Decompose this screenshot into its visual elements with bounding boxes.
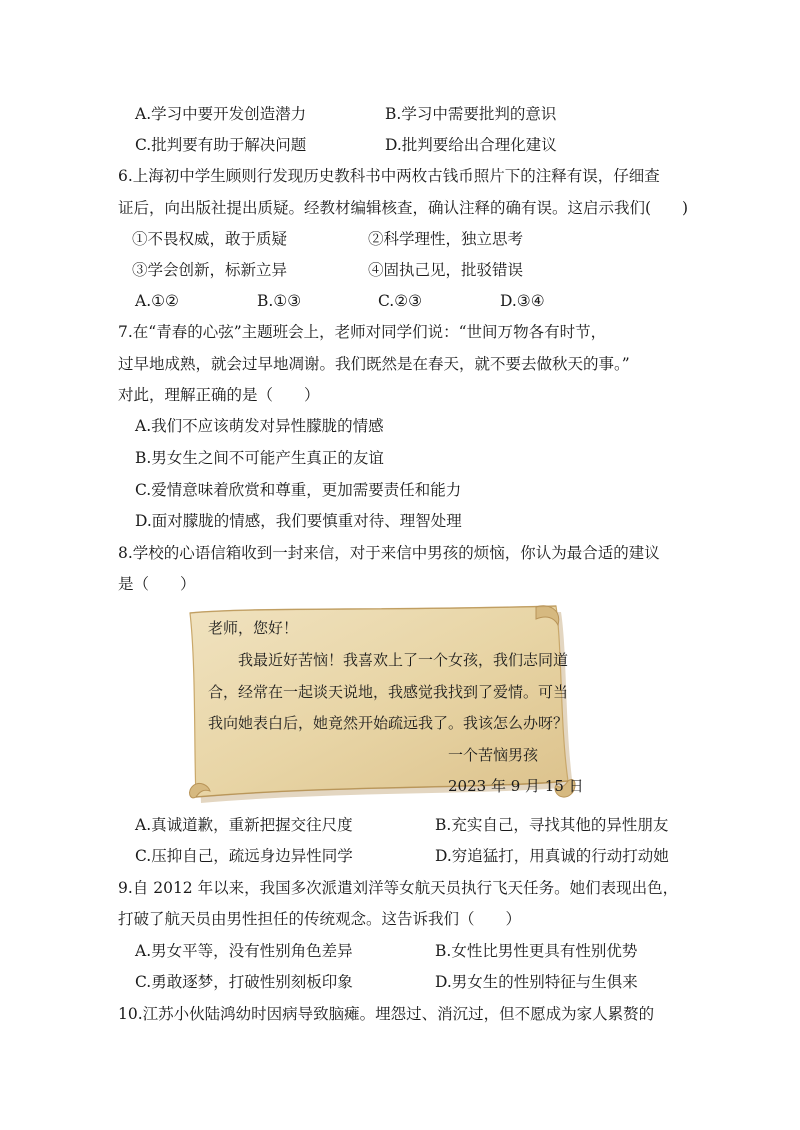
q8-stem-line-1: 8.学校的心语信箱收到一封来信，对于来信中男孩的烦恼，你认为最合适的建议 [118, 544, 660, 562]
letter-body-line-2: 合，经常在一起谈天说地，我感觉我找到了爱情。可当 [208, 683, 569, 701]
q9-option-b: B.女性比男性更具有性别优势 [435, 942, 638, 960]
q8-option-b: B.充实自己，寻找其他的异性朋友 [435, 816, 669, 834]
q10-stem-line-1: 10.江苏小伙陆鸿幼时因病导致脑瘫。埋怨过、消沉过，但不愿成为家人累赘的 [118, 1005, 655, 1023]
q9-option-c: C.勇敢逐梦，打破性别刻板印象 [135, 973, 353, 991]
q7-stem-line-1: 7.在“青春的心弦”主题班会上，老师对同学们说：“世间万物各有时节， [118, 323, 607, 341]
q7-option-d: D.面对朦胧的情感，我们要慎重对待、理智处理 [135, 512, 462, 530]
q8-stem-line-2: 是（ ） [118, 575, 196, 593]
q6-statement-1: ①不畏权威，敢于质疑 [132, 230, 288, 248]
q5-option-a: A.学习中要开发创造潜力 [135, 105, 307, 123]
q9-option-d: D.男女生的性别特征与生俱来 [435, 973, 638, 991]
q8-option-a: A.真诚道歉，重新把握交往尺度 [135, 816, 353, 834]
q5-option-c: C.批判要有助于解决问题 [135, 136, 307, 154]
q6-statement-4: ④固执己见，批驳错误 [368, 261, 524, 279]
q8-option-d: D.穷追猛打，用真诚的行动打动她 [435, 847, 669, 865]
q6-option-c: C.②③ [378, 292, 423, 310]
q9-stem-line-1: 9.自 2012 年以来，我国多次派遣刘洋等女航天员执行飞天任务。她们表现出色， [118, 879, 679, 897]
q8-option-c: C.压抑自己，疏远身边异性同学 [135, 847, 353, 865]
q7-option-b: B.男女生之间不可能产生真正的友谊 [135, 449, 384, 467]
q5-option-d: D.批判要给出合理化建议 [385, 136, 557, 154]
q9-option-a: A.男女平等，没有性别角色差异 [135, 942, 353, 960]
q6-option-d: D.③④ [500, 292, 545, 310]
q6-statement-2: ②科学理性，独立思考 [368, 230, 524, 248]
q6-option-b: B.①③ [257, 292, 302, 310]
q6-option-a: A.①② [135, 292, 179, 310]
q6-statement-3: ③学会创新，标新立异 [132, 261, 288, 279]
q9-stem-line-2: 打破了航天员由男性担任的传统观念。这告诉我们（ ） [118, 910, 522, 928]
letter-body-line-1: 我最近好苦恼！我喜欢上了一个女孩，我们志同道 [238, 651, 569, 669]
letter-body-line-3: 我向她表白后，她竟然开始疏远我了。我该怎么办呀？ [208, 714, 569, 732]
q7-option-c: C.爱情意味着欣赏和尊重，更加需要责任和能力 [135, 481, 462, 499]
q7-option-a: A.我们不应该萌发对异性朦胧的情感 [135, 417, 384, 435]
q7-stem-line-3: 对此，理解正确的是（ ） [118, 386, 320, 404]
q6-stem-line-2: 证后，向出版社提出质疑。经教材编辑核查，确认注释的确有误。这启示我们( ) [118, 199, 689, 217]
letter-date: 2023 年 9 月 15 日 [448, 777, 584, 795]
letter-signature: 一个苦恼男孩 [448, 746, 539, 764]
q5-option-b: B.学习中需要批判的意识 [385, 105, 557, 123]
q6-stem-line-1: 6.上海初中学生顾则行发现历史教科书中两枚古钱币照片下的注释有误，仔细查 [118, 167, 660, 185]
q7-stem-line-2: 过早地成熟，就会过早地凋谢。我们既然是在春天，就不要去做秋天的事。” [118, 355, 630, 373]
letter-parchment [186, 605, 584, 805]
letter-greeting: 老师，您好！ [208, 619, 299, 637]
